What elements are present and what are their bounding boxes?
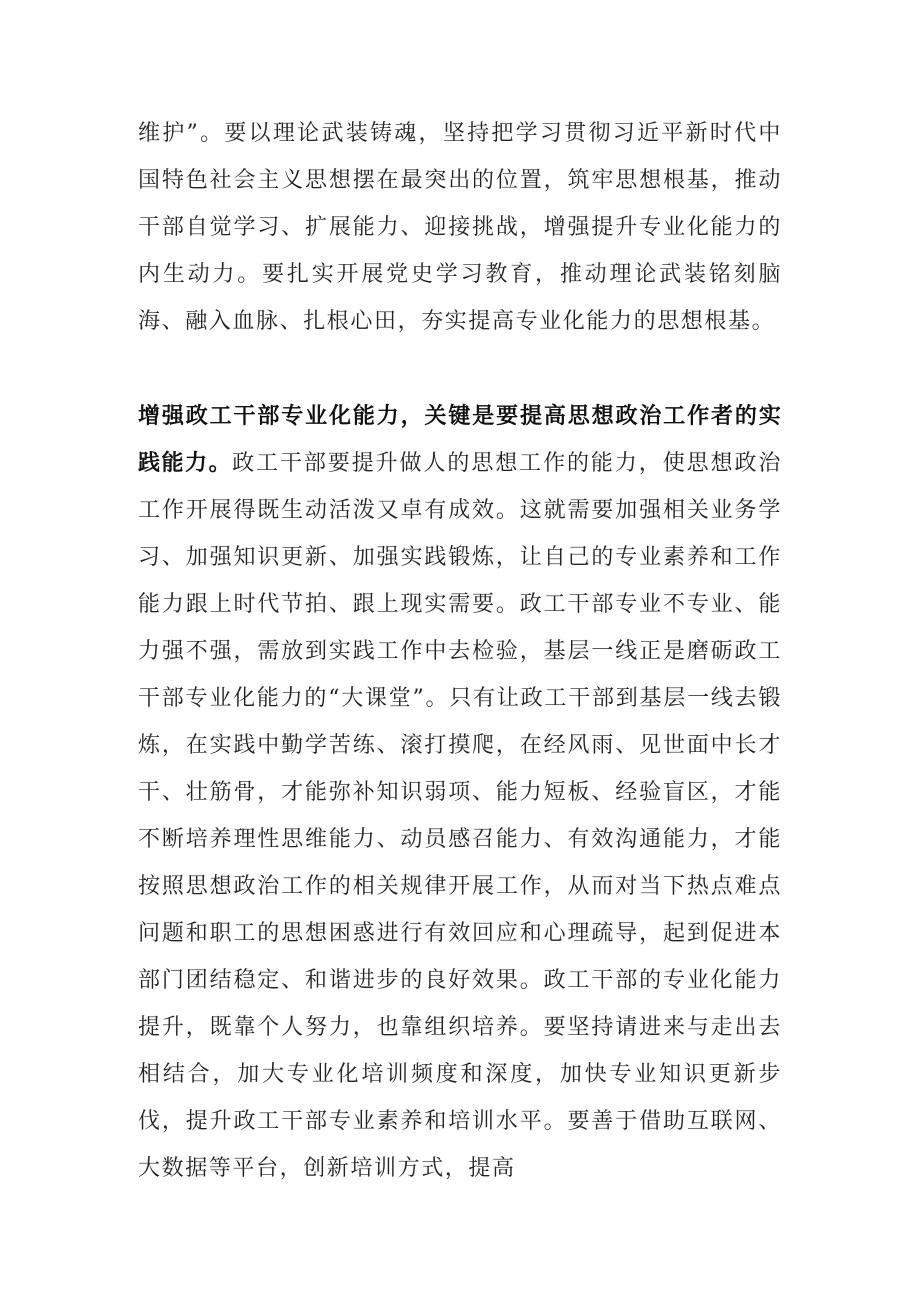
paragraph-2-lead: 增强政工干部专业化能力，关键是要提高思想政治工作者的实践能力。 bbox=[138, 404, 782, 476]
paragraph-1-text: 维护”。要以理论武装铸魂，坚持把学习贯彻习近平新时代中国特色社会主义思想摆在最突出的位置，筑牢思想根基，推动干部自觉学习、扩展能力、迎接挑战，增强提升专业化能力的内生动力。要扎实开展党史学习教育，推动理论武装铭刻脑海、融入血脉、扎根心田，夯实提高专业化能力的思想根基。 bbox=[138, 121, 782, 334]
paragraph-2 bbox=[138, 393, 782, 1192]
paragraph-2-text: 政工干部要提升做人的思想工作的能力，使思想政治工作开展得既生动活泼又卓有成效。这就需要加强相关业务学习、加强知识更新、加强实践锻炼，让自己的专业素养和工作能力跟上时代节拍、跟上现实需要。政工干部专业不专业、能力强不强，需放到实践工作中去检验，基层一线正是磨砺政工干部专业化能力的“大课堂”。只有让政工干部到基层一线去锻炼，在实践中勤学苦练、滚打摸爬，在经风雨、见世面中长才干、壮筋骨，才能弥补知识弱项、能力短板、经验盲区，才能不断培养理性思维能力、动员感召能力、有效沟通能力，才能按照思想政治工作的相关规律开展工作，从而对当下热点难点问题和职工的思想困惑进行有效回应和心理疏导，起到促进本部门团结稳定、和谐进步的良好效果。政工干部的专业化能力提升，既靠个人努力，也靠组织培养。要坚持请进来与走出去相结合，加大专业化培训频度和深度，加快专业知识更新步伐，提升政工干部专业素养和培训水平。要善于借助互联网、大数据等平台，创新培训方式，提高 bbox=[138, 451, 782, 1181]
paragraph-1 bbox=[138, 110, 782, 345]
